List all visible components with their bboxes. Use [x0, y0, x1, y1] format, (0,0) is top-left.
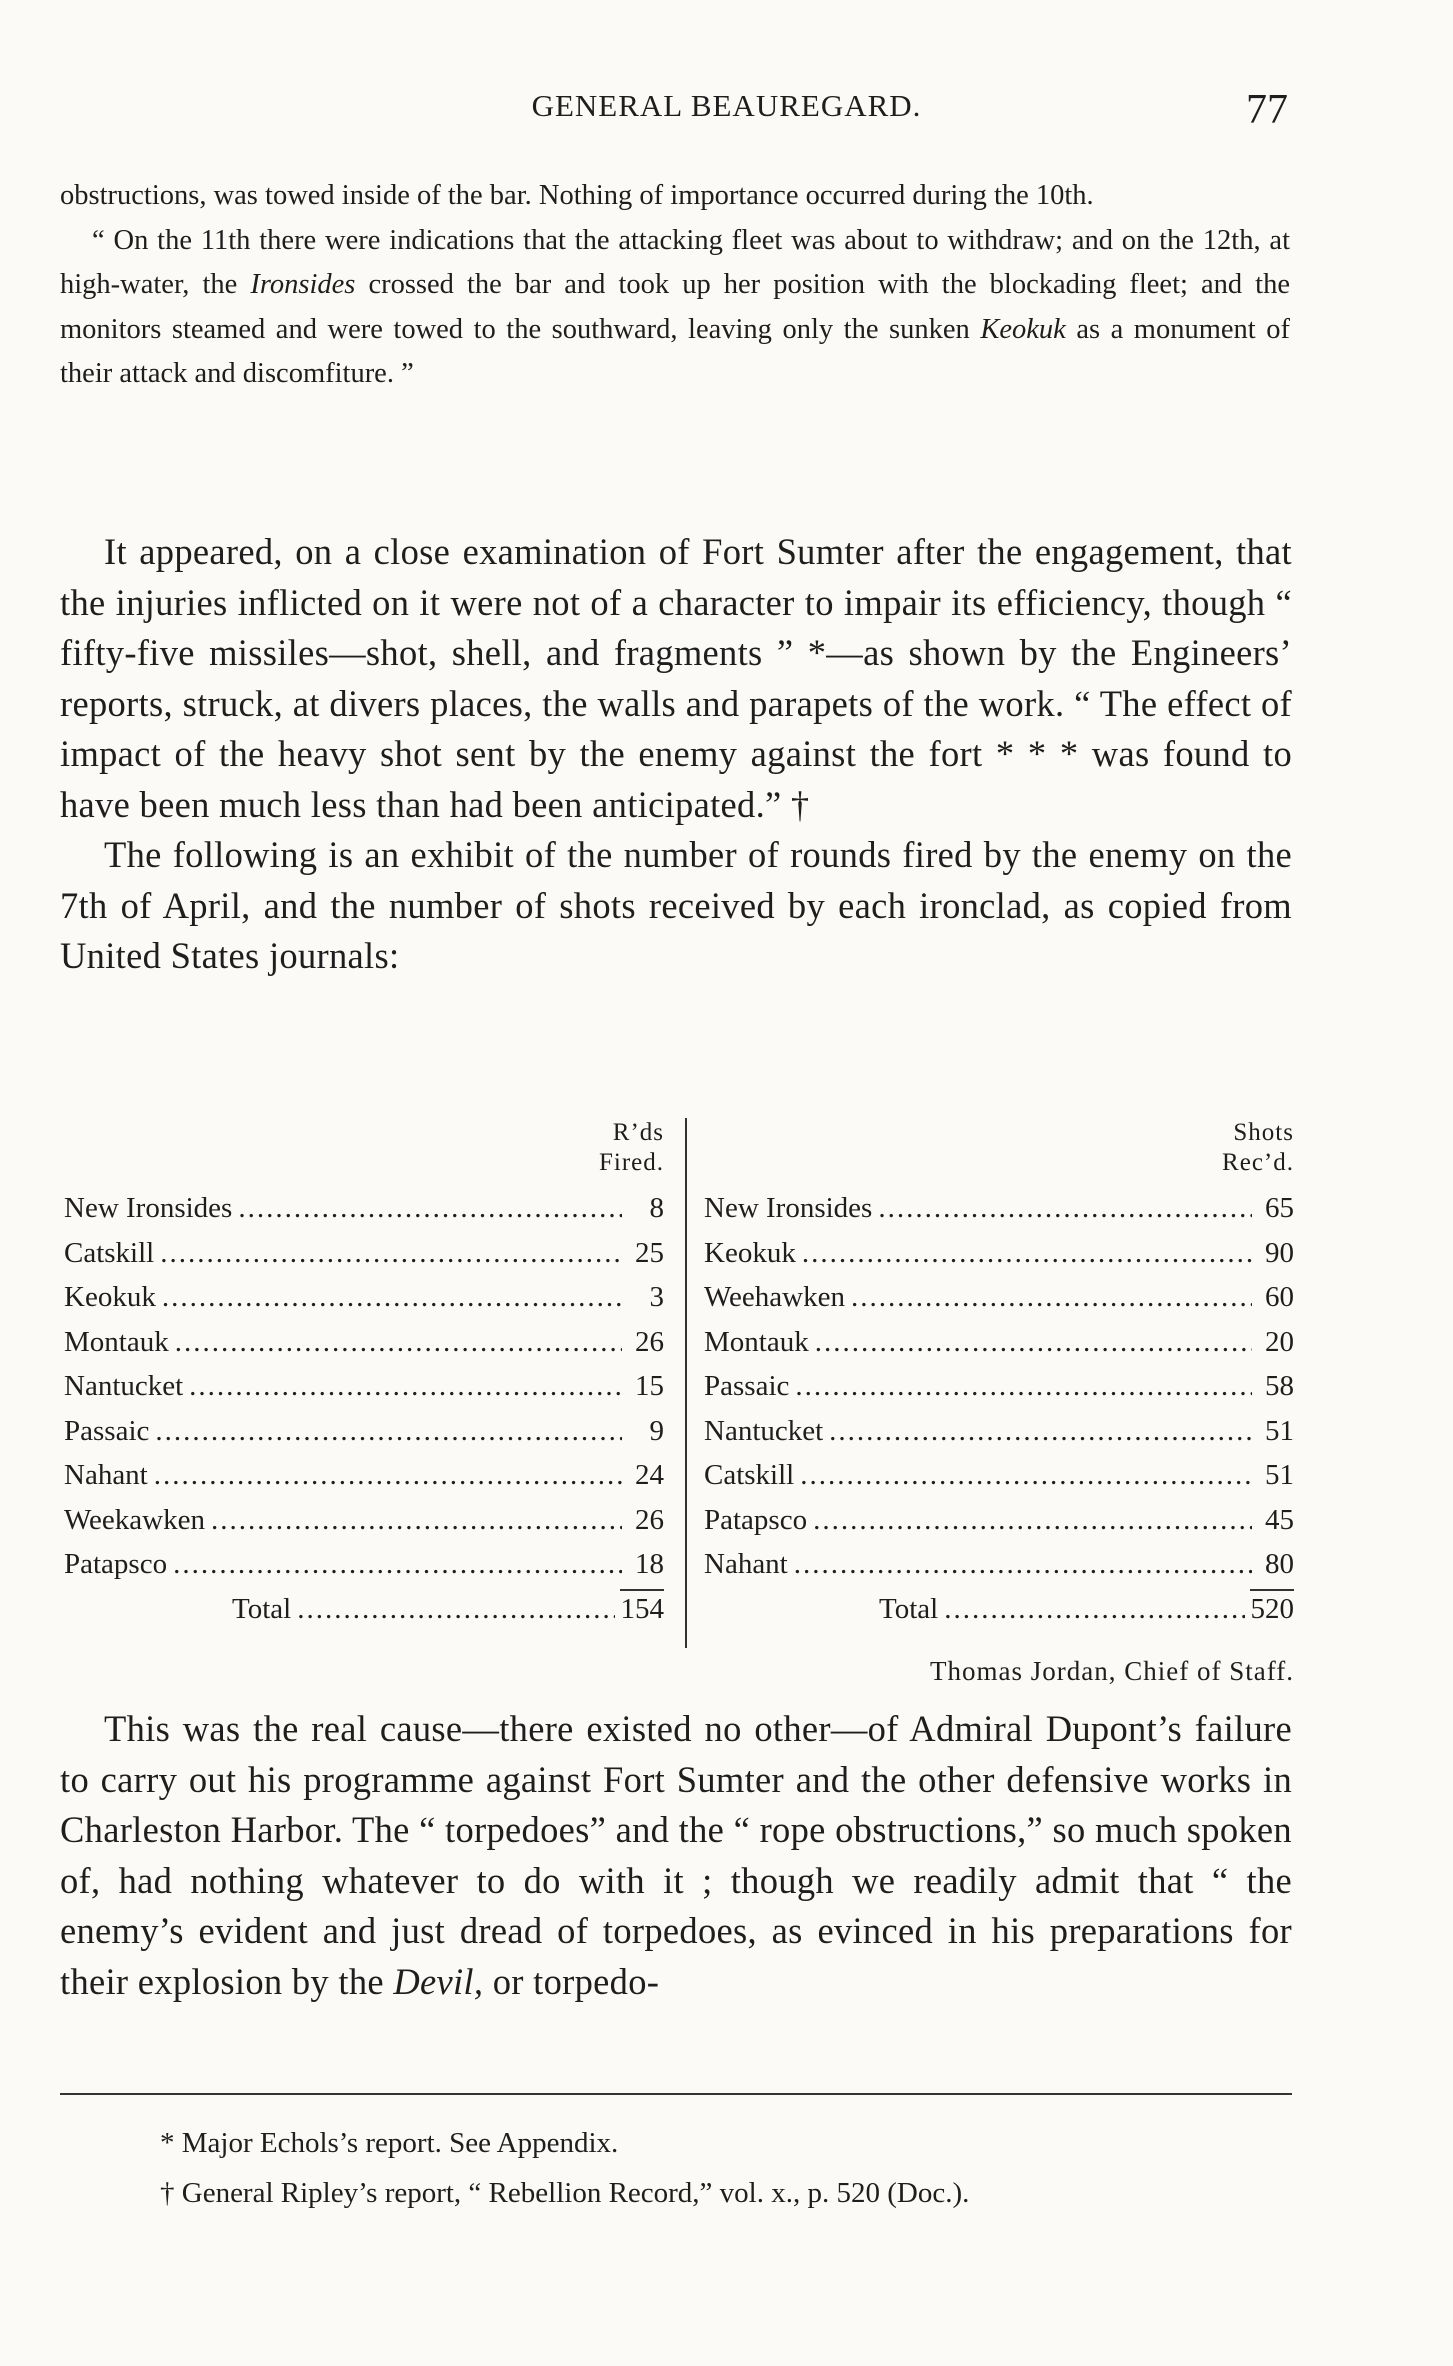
- leader-dots: [878, 1186, 1252, 1231]
- leader-dots: [175, 1320, 622, 1365]
- leader-dots: [794, 1542, 1252, 1587]
- table-row: [64, 1186, 664, 1231]
- row-value: 8: [649, 1192, 664, 1224]
- header-line-2: Fired.: [598, 1149, 664, 1176]
- row-value: 65: [1265, 1192, 1294, 1224]
- row-value: 26: [635, 1503, 664, 1536]
- table-row: [64, 1453, 664, 1498]
- row-value: 51: [1265, 1414, 1294, 1447]
- table-row: [64, 1275, 664, 1320]
- body-text-a: This was the real cause—there existed no other—of Admiral Dupont’s failure to carry out his programme against Fort Sumter and the other defensive works in Charleston Harbor. The “ torpedoes” and the “ rope obstructions,” so much spoken of, had nothing whatever to do with it ; though we readily admit that “ the enemy’s evident and just dread of torpedoes, as evinced in his preparations for their explosion by the: [60, 1708, 1292, 2002]
- ship-name: Montauk: [704, 1325, 809, 1358]
- leader-dots: [189, 1364, 622, 1409]
- leader-dots: [944, 1587, 1244, 1632]
- rounds-fired-header: [64, 1118, 664, 1186]
- quote-paragraph-1: obstructions, was towed inside of the bar. Nothing of importance occurred during the 10th.: [60, 180, 1094, 211]
- row-value: 20: [1265, 1325, 1294, 1358]
- table-row: [704, 1320, 1294, 1365]
- quote-text-c: as a monument of their attack and discomfiture. ”: [60, 313, 1290, 389]
- leader-dots: [211, 1498, 622, 1543]
- ship-name: Weekawken: [64, 1503, 205, 1536]
- body-text-b: or torpedo-: [483, 1960, 660, 2002]
- table-row: [704, 1275, 1294, 1320]
- page-number: 77: [1246, 87, 1288, 133]
- running-title: GENERAL BEAUREGARD.: [531, 88, 922, 123]
- table-row: [704, 1498, 1294, 1543]
- ship-name: Keokuk: [704, 1236, 796, 1269]
- table-row: [704, 1364, 1294, 1409]
- leader-dots: [160, 1231, 622, 1276]
- ship-name: Catskill: [704, 1459, 795, 1491]
- total-label: Total: [232, 1592, 292, 1625]
- table-row: [704, 1231, 1294, 1276]
- footnote-2: † General Ripley’s report, “ Rebellion Record,” vol. x., p. 520 (Doc.).: [160, 2177, 970, 2209]
- leader-dots: [173, 1542, 622, 1587]
- table-row: [64, 1320, 664, 1365]
- table-row: [704, 1409, 1294, 1454]
- ship-name: Catskill: [64, 1236, 155, 1269]
- leader-dots: [155, 1409, 622, 1454]
- total-row: [64, 1587, 664, 1632]
- body-section-2: [60, 1704, 1292, 2007]
- row-value: 9: [649, 1414, 664, 1447]
- ship-name: Patapsco: [64, 1548, 168, 1580]
- leader-dots: [297, 1587, 614, 1632]
- ship-name: Nahant: [704, 1548, 788, 1580]
- total-row: [704, 1587, 1294, 1632]
- leader-dots: [795, 1364, 1252, 1409]
- ship-name-ironsides: Ironsides: [250, 269, 356, 300]
- table-row: [64, 1498, 664, 1543]
- leader-dots: [815, 1320, 1252, 1365]
- footnote-1: * Major Echols’s report. See Appendix.: [160, 2127, 619, 2159]
- row-value: 60: [1265, 1281, 1294, 1313]
- leader-dots: [813, 1498, 1252, 1543]
- signature: Thomas Jordan, Chief of Staff.: [930, 1656, 1294, 1686]
- rounds-fired-column: [64, 1118, 664, 1631]
- row-value: 80: [1265, 1548, 1294, 1580]
- ship-name: Patapsco: [704, 1503, 808, 1536]
- quote-text-b: crossed the bar and took up her position with the blockading fleet; and the monitors steamed and were towed to the southward, leaving only the sunken: [60, 269, 1290, 345]
- total-label: Total: [879, 1592, 939, 1625]
- footnote-rule: [60, 2093, 1292, 2095]
- ship-name: Montauk: [64, 1325, 169, 1358]
- row-value: 25: [635, 1236, 664, 1269]
- leader-dots: [162, 1275, 622, 1320]
- table-row: [64, 1542, 664, 1587]
- body-section-1: [60, 527, 1292, 982]
- row-value: 90: [1265, 1236, 1294, 1269]
- shots-received-header: [704, 1118, 1294, 1186]
- total-value: 154: [620, 1592, 664, 1625]
- shots-received-column: [704, 1118, 1294, 1631]
- table-row: [704, 1453, 1294, 1498]
- body-paragraph-1: It appeared, on a close examination of Fort Sumter after the engagement, that the injuries inflicted on it were not of a character to impair its efficiency, though “ fifty-five missiles—shot, shell, and fragments ” *—as shown by the Engineers’ reports, struck, at divers places, the walls and parapets of the work. “ The effect of impact of the heavy shot sent by the enemy against the fort * * * was found to have been much less than had been anticipated.” †: [60, 531, 1292, 825]
- total-value: 520: [1250, 1592, 1294, 1625]
- row-value: 15: [635, 1370, 664, 1402]
- ship-name: New Ironsides: [704, 1192, 873, 1224]
- ship-name: New Ironsides: [64, 1192, 233, 1224]
- leader-dots: [154, 1453, 622, 1498]
- table-row: [64, 1364, 664, 1409]
- footnotes: [160, 2118, 1290, 2218]
- page-header: [0, 88, 1453, 136]
- row-value: 58: [1265, 1370, 1294, 1402]
- row-value: 18: [635, 1548, 664, 1580]
- leader-dots: [829, 1409, 1252, 1454]
- ship-name: Passaic: [64, 1414, 150, 1447]
- column-divider: [685, 1118, 687, 1648]
- row-value: 24: [635, 1459, 664, 1491]
- ironclad-table: [64, 1118, 1294, 1686]
- table-row: [64, 1231, 664, 1276]
- rounds-fired-rows: [64, 1186, 664, 1587]
- leader-dots: [800, 1453, 1252, 1498]
- quote-paragraph-2: [60, 219, 1290, 397]
- body-paragraph-2: The following is an exhibit of the number of rounds fired by the enemy on the 7th of April, and the number of shots received by each ironclad, as copied from United States journals:: [60, 834, 1292, 976]
- quote-text-a: “ On the 11th there were indications that the attacking fleet was about to withdraw; and on the 12th, at high-water, the: [60, 224, 1290, 300]
- ship-name: Nantucket: [64, 1370, 184, 1402]
- table-row: [704, 1542, 1294, 1587]
- ship-name: Keokuk: [64, 1281, 156, 1313]
- row-value: 45: [1265, 1503, 1294, 1536]
- devil-italic: Devil,: [393, 1960, 484, 2002]
- ship-name: Weehawken: [704, 1281, 845, 1313]
- ship-name: Nahant: [64, 1459, 148, 1491]
- ship-name-keokuk: Keokuk: [980, 313, 1066, 345]
- row-value: 3: [649, 1281, 664, 1313]
- leader-dots: [238, 1186, 622, 1231]
- body-paragraph-3: [60, 1704, 1292, 2007]
- header-line-1: Shots: [1233, 1119, 1294, 1146]
- quoted-passage: [60, 174, 1290, 397]
- header-line-2: Rec’d.: [1222, 1149, 1294, 1176]
- row-value: 51: [1265, 1459, 1294, 1491]
- header-line-1: R’ds: [612, 1119, 664, 1146]
- shots-received-rows: [704, 1186, 1294, 1587]
- ship-name: Nantucket: [704, 1414, 824, 1447]
- table-row: [704, 1186, 1294, 1231]
- row-value: 26: [635, 1325, 664, 1358]
- leader-dots: [851, 1275, 1252, 1320]
- table-row: [64, 1409, 664, 1454]
- leader-dots: [802, 1231, 1252, 1276]
- ship-name: Passaic: [704, 1370, 790, 1402]
